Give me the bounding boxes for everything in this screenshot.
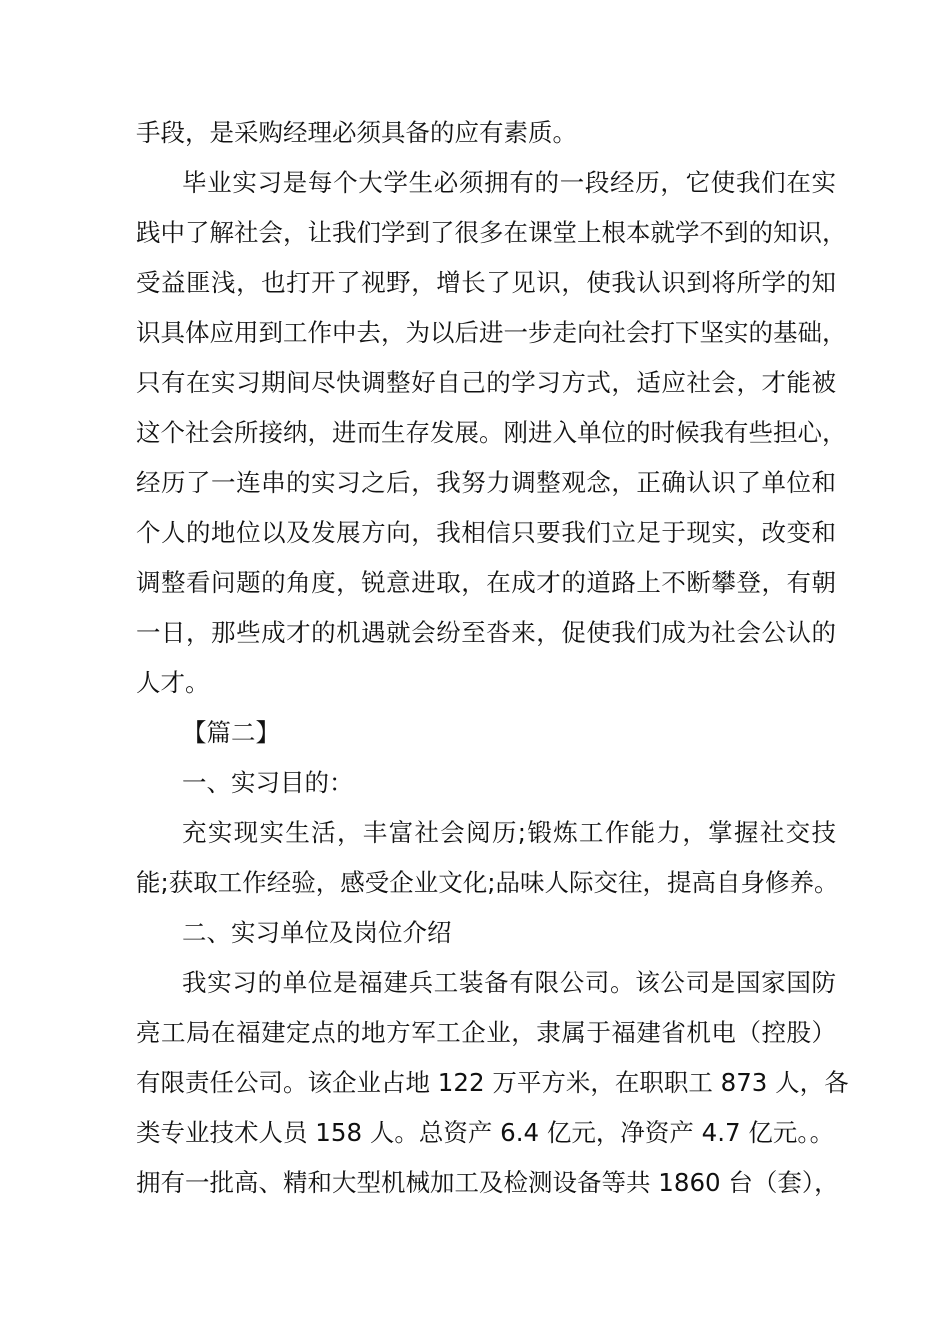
text-line: 经历了一连串的实习之后，我努力调整观念，正确认识了单位和 [136,468,836,497]
subsection-heading: 二、实习单位及岗位介绍 [182,918,452,947]
text-line: 受益匪浅，也打开了视野，增长了见识，使我认识到将所学的知 [136,268,836,297]
text-line: 亮工局在福建定点的地方军工企业，隶属于福建省机电（控股） [136,1018,836,1047]
text-line: 我实习的单位是福建兵工装备有限公司。该公司是国家国防 [182,968,836,997]
text-line: 充实现实生活，丰富社会阅历;锻炼工作能力，掌握社交技 [182,818,836,847]
text-line: 调整看问题的角度，锐意进取，在成才的道路上不断攀登，有朝 [136,568,836,597]
text-line: 人才。 [136,668,210,697]
text-line: 拥有一批高、精和大型机械加工及检测设备等共 1860 台（套）， [136,1168,839,1197]
section-heading: 【篇二】 [182,718,280,747]
subsection-heading: 一、实习目的： [182,768,354,797]
text-line: 有限责任公司。该企业占地 122 万平方米，在职职工 873 人，各 [136,1068,849,1097]
text-line: 能;获取工作经验，感受企业文化;品味人际交往，提高自身修养。 [136,868,839,897]
text-line: 个人的地位以及发展方向，我相信只要我们立足于现实，改变和 [136,518,836,547]
text-line: 一日，那些成才的机遇就会纷至沓来，促使我们成为社会公认的 [136,618,836,647]
text-line: 类专业技术人员 158 人。总资产 6.4 亿元，净资产 4.7 亿元。。 [136,1118,835,1147]
text-line: 手段，是采购经理必须具备的应有素质。 [136,118,577,147]
text-line: 只有在实习期间尽快调整好自己的学习方式，适应社会，才能被 [136,368,836,397]
text-line: 识具体应用到工作中去，为以后进一步走向社会打下坚实的基础， [136,318,847,347]
text-line: 这个社会所接纳，进而生存发展。刚进入单位的时候我有些担心， [136,418,847,447]
text-line: 毕业实习是每个大学生必须拥有的一段经历，它使我们在实 [182,168,836,197]
text-line: 践中了解社会，让我们学到了很多在课堂上根本就学不到的知识， [136,218,847,247]
